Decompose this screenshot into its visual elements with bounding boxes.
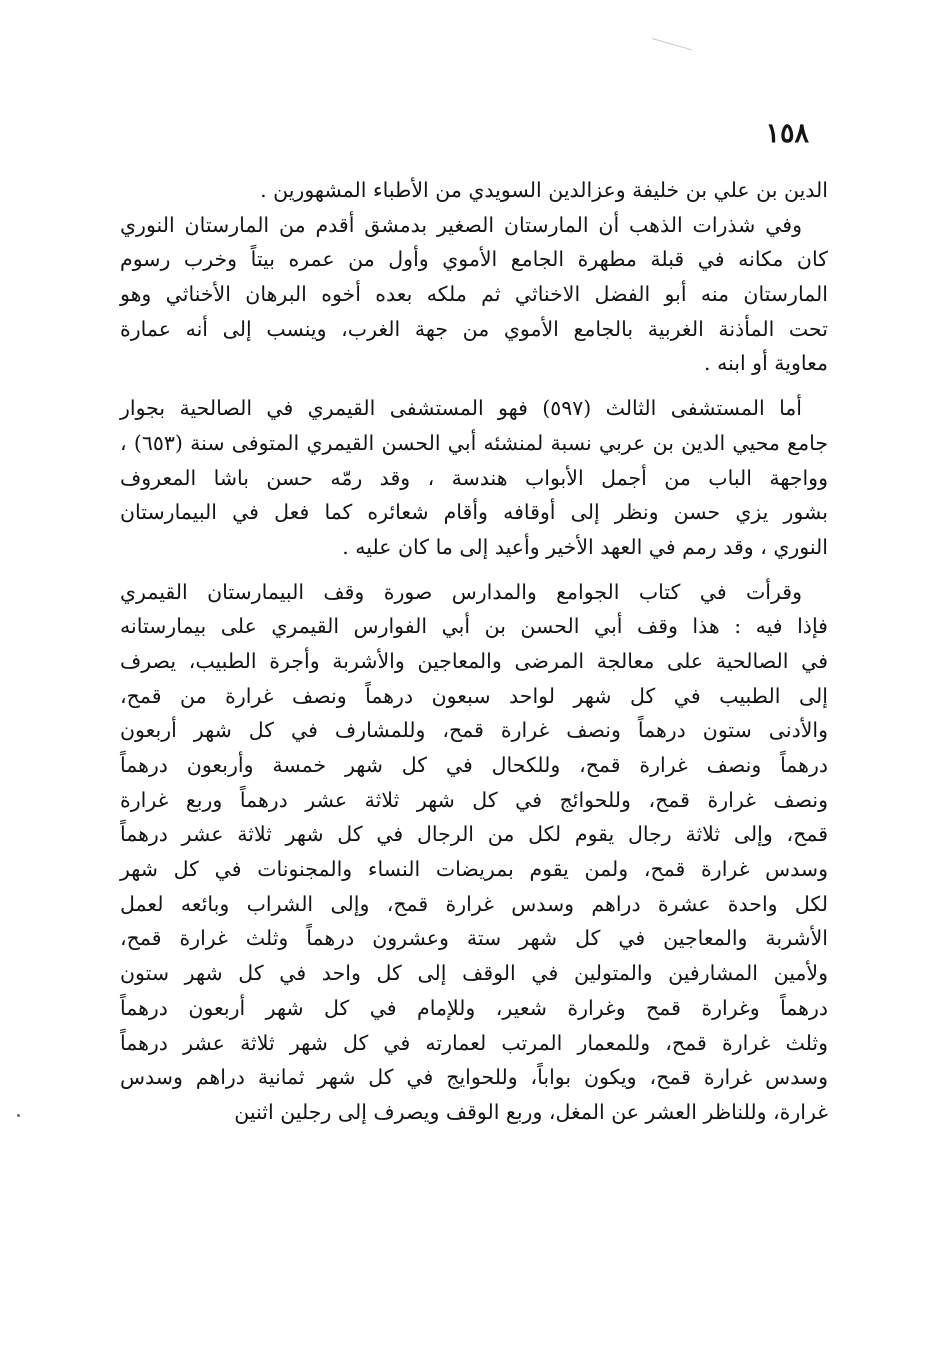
text-line: في الصالحية على معالجة المرضى والمعاجين والأشربة وأجرة الطبيب، يصرف	[120, 648, 828, 673]
text-line: لكل واحدة عشرة دراهم وسدس غرارة قمح، وإلى الشراب وبائعه لعمل	[120, 891, 828, 916]
body-text	[120, 173, 828, 1130]
text-line: درهماً وغرارة قمح وغرارة شعير، وللإمام في كل شهر أربعون درهماً	[120, 995, 828, 1020]
text-line: والأدنى ستون درهماً ونصف غرارة قمح، وللمشارف في كل شهر أربعون	[120, 718, 828, 743]
text-line: ونصف غرارة قمح، وللحوائج في كل شهر ثلاثة عشر درهماً وربع غرارة	[120, 787, 828, 812]
text-line: المارستان منه أبو الفضل الاخناثي ثم ملكه بعده أخوه البرهان الأخناثي وهو	[120, 282, 828, 307]
text-line: أما المستشفى الثالث (٥٩٧) فهو المستشفى القيمري في الصالحية بجوار	[120, 396, 802, 421]
text-line: وسدس غرارة قمح، ولمن يقوم بمريضات النساء والمجنونات في كل شهر	[120, 857, 828, 882]
text-line: الأشربة والمعاجين في كل شهر ستة وعشرون درهماً وثلث غرارة قمح،	[120, 926, 828, 951]
paragraph-gap	[120, 565, 828, 575]
paragraph-gap	[120, 381, 828, 391]
text-line: الدين بن علي بن خليفة وعزالدين السويدي من الأطباء المشهورين .	[260, 178, 828, 202]
paragraph	[120, 208, 828, 381]
paragraph	[120, 391, 828, 564]
paragraph	[120, 575, 828, 1130]
text-line: إلى الطبيب في كل شهر لواحد سبعون درهماً ونصف غرارة من قمح،	[120, 683, 828, 708]
text-line: معاوية أو ابنه .	[704, 351, 828, 376]
text-line: غرارة، وللناظر العشر عن المغل، وربع الوقف ويصرف إلى رجلين اثنين	[234, 1099, 828, 1124]
paragraph	[120, 173, 828, 208]
text-line: كان مكانه في قبلة مطهرة الجامع الأموي وأول من عمره بيتاً وخرب رسوم	[120, 247, 828, 272]
text-line: بشور يزي حسن ونظر إلى أوقافه وأقام شعائره كما فعل في البيمارستان	[120, 500, 828, 525]
text-line: وسدس غرارة قمح، ويكون بواباً، وللحوايج في كل شهر ثمانية دراهم وسدس	[120, 1065, 828, 1090]
text-line: وقرأت في كتاب الجوامع والمدارس صورة وقف البيمارستان القيمري	[120, 579, 802, 604]
text-line: وفي شذرات الذهب أن المارستان الصغير بدمشق أقدم من المارستان النوري	[120, 212, 802, 237]
scan-mark	[652, 38, 693, 51]
text-line: درهماً ونصف غرارة قمح، وللكحال في كل شهر خمسة وأربعون درهماً	[120, 753, 828, 777]
text-line: جامع محيي الدين بن عربي نسبة لمنشئه أبي الحسن القيمري المتوفى سنة (٦٥٣) ،	[120, 430, 828, 455]
page-number: ١٥٨	[765, 118, 809, 149]
text-line: قمح، وإلى ثلاثة رجال يقوم لكل من الرجال في كل شهر ثلاثة عشر درهماً	[120, 822, 828, 847]
text-line: وواجهة الباب من أجمل الأبواب هندسة ، وقد رمّه حسن باشا المعروف	[120, 465, 828, 490]
text-line: ولأمين المشارفين والمتولين في الوقف إلى كل واحد في كل شهر ستون	[120, 961, 828, 986]
text-line: النوري ، وقد رمم في العهد الأخير وأعيد إلى ما كان عليه .	[342, 534, 828, 559]
text-line: وثلث غرارة قمح، وللمعمار المرتب لعمارته في كل شهر ثلاثة عشر درهماً	[120, 1030, 828, 1055]
scan-dot	[17, 1114, 20, 1117]
text-line: تحت المأذنة الغربية بالجامع الأموي من جهة الغرب، وينسب إلى أنه عمارة	[120, 316, 828, 341]
text-line: فإذا فيه : هذا وقف أبي الحسن بن أبي الفوارس القيمري على بيمارستانه	[120, 614, 828, 639]
